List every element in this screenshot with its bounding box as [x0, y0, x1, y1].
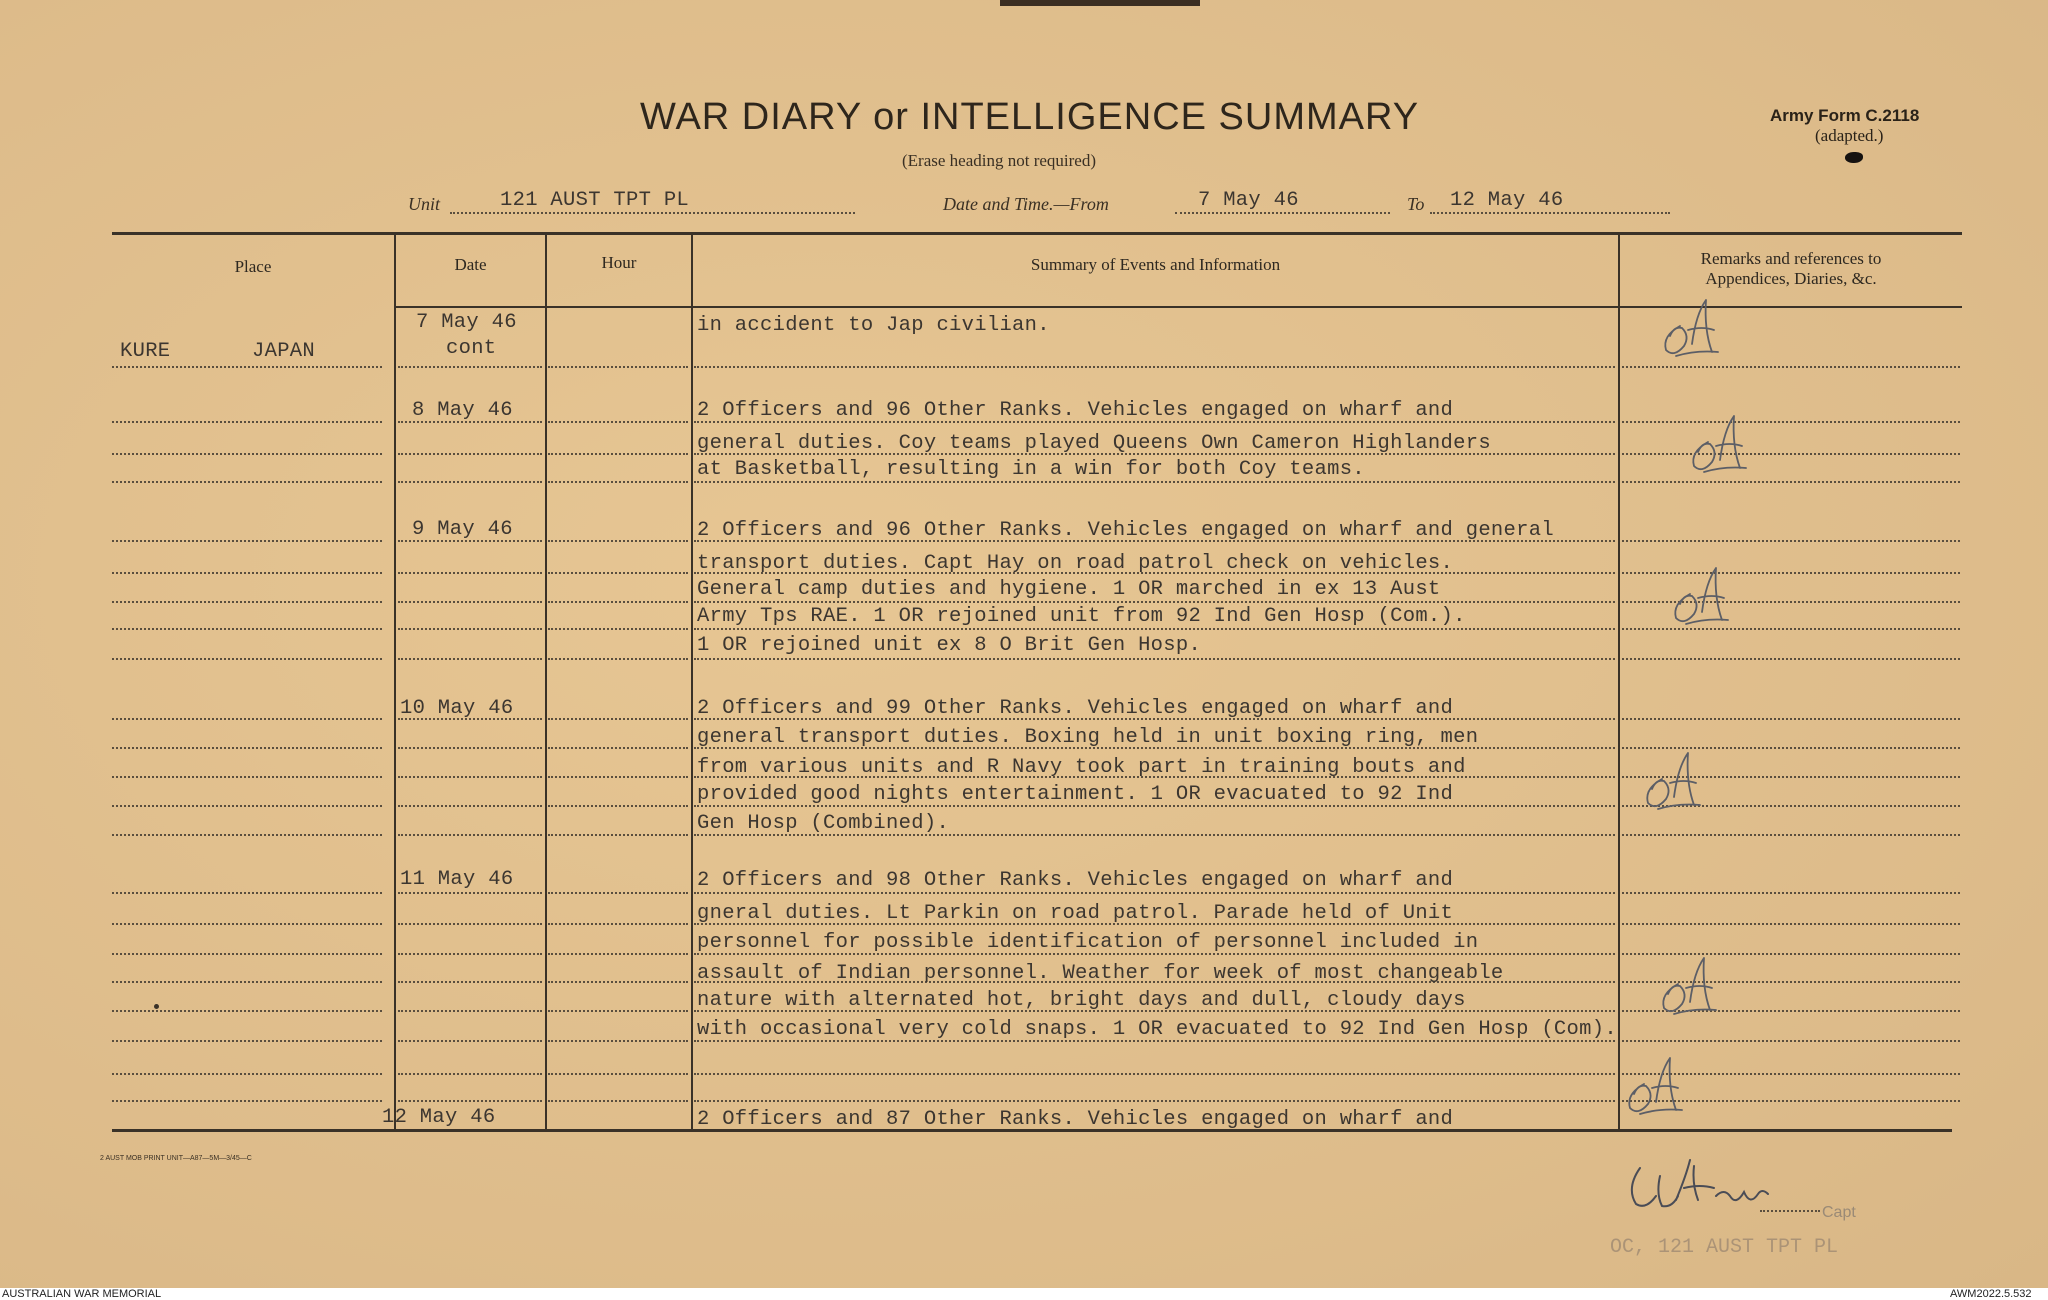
place-country: JAPAN: [252, 340, 316, 363]
entry-line: nature with alternated hot, bright days and dull, cloudy days: [697, 989, 1466, 1012]
unit-label: Unit: [408, 194, 441, 214]
army-form-label: Army Form C.2118: [1770, 106, 1920, 125]
entry-date: 11 May 46: [400, 868, 514, 891]
footer-accession: AWM2022.5.532: [1950, 1288, 2032, 1300]
army-form-adapted: (adapted.): [1815, 126, 1884, 145]
entry-line: from various units and R Navy took part in training bouts and: [697, 756, 1466, 779]
entry-line: 2 Officers and 96 Other Ranks. Vehicles engaged on wharf and: [697, 399, 1454, 422]
entry-date: 7 May 46: [416, 311, 517, 334]
entry-date: 12 May 46: [382, 1106, 496, 1129]
entry-line: General camp duties and hygiene. 1 OR marched in ex 13 Aust: [697, 578, 1441, 601]
place-city: KURE: [120, 340, 171, 363]
footer-source: AUSTRALIAN WAR MEMORIAL: [2, 1288, 162, 1300]
print-code: 2 AUST MOB PRINT UNIT—A87—5M—3/45—C: [100, 1155, 252, 1162]
entry-date: 9 May 46: [412, 518, 513, 541]
column-header-remarks-line1: Remarks and references to: [1700, 249, 1882, 268]
entry-line: 2 Officers and 98 Other Ranks. Vehicles engaged on wharf and: [697, 869, 1454, 892]
entry-line: gneral duties. Lt Parkin on road patrol. Parade held of Unit: [697, 902, 1454, 925]
entry-line: general duties. Coy teams played Queens Own Cameron Highlanders: [697, 432, 1491, 455]
handwritten-initials: [1629, 300, 1746, 1114]
entry-date: 8 May 46: [412, 399, 513, 422]
entry-line: assault of Indian personnel. Weather for week of most changeable: [697, 962, 1504, 985]
entry-line: personnel for possible identification of personnel included in: [697, 931, 1479, 954]
entry-line: with occasional very cold snaps. 1 OR evacuated to 92 Ind Gen Hosp (Com).: [697, 1018, 1617, 1041]
entry-date: 10 May 46: [400, 697, 514, 720]
page-subtitle: (Erase heading not required): [902, 151, 1096, 170]
initials-mark: [1647, 753, 1700, 809]
entry-line: provided good nights entertainment. 1 OR evacuated to 92 Ind: [697, 783, 1454, 806]
entry-line: 2 Officers and 87 Other Ranks. Vehicles engaged on wharf and: [697, 1108, 1454, 1131]
entry-line: 2 Officers and 96 Other Ranks. Vehicles engaged on wharf and general: [697, 519, 1554, 542]
signature-rank: Capt: [1822, 1204, 1856, 1221]
column-header-date: Date: [454, 255, 487, 274]
entry-line: at Basketball, resulting in a win for both Coy teams.: [697, 458, 1365, 481]
page-title: WAR DIARY or INTELLIGENCE SUMMARY: [640, 96, 1420, 138]
entry-date-cont: cont: [446, 337, 497, 360]
entry-line: Gen Hosp (Combined).: [697, 812, 950, 835]
entry-line: transport duties. Capt Hay on road patrol check on vehicles.: [697, 552, 1454, 575]
date-time-label: Date and Time.—From: [943, 194, 1109, 214]
to-date-value: 12 May 46: [1450, 189, 1564, 212]
signature-mark: [1632, 1160, 1768, 1206]
entry-line: 2 Officers and 99 Other Ranks. Vehicles engaged on wharf and: [697, 697, 1454, 720]
initials-mark: [1663, 958, 1716, 1014]
initials-mark: [1629, 1058, 1682, 1114]
initials-mark: [1675, 568, 1728, 624]
column-header-remarks-line2: Appendices, Diaries, &c.: [1705, 269, 1877, 288]
entry-line: general transport duties. Boxing held in unit boxing ring, men: [697, 726, 1479, 749]
entry-line: in accident to Jap civilian.: [697, 314, 1050, 337]
to-label: To: [1407, 194, 1425, 214]
from-date-value: 7 May 46: [1198, 189, 1299, 212]
entry-line: 1 OR rejoined unit ex 8 O Brit Gen Hosp.: [697, 634, 1202, 657]
column-header-place: Place: [234, 257, 272, 276]
signature-dotted-line: [1760, 1210, 1820, 1212]
entry-line: Army Tps RAE. 1 OR rejoined unit from 92 Ind Gen Hosp (Com.).: [697, 605, 1466, 628]
column-header-summary: Summary of Events and Information: [1030, 255, 1281, 274]
initials-mark: [1693, 416, 1746, 472]
initials-mark: [1665, 300, 1718, 356]
column-header-hour: Hour: [601, 253, 637, 272]
signature-stamp: OC, 121 AUST TPT PL: [1610, 1236, 1839, 1259]
unit-value: 121 AUST TPT PL: [500, 189, 690, 212]
